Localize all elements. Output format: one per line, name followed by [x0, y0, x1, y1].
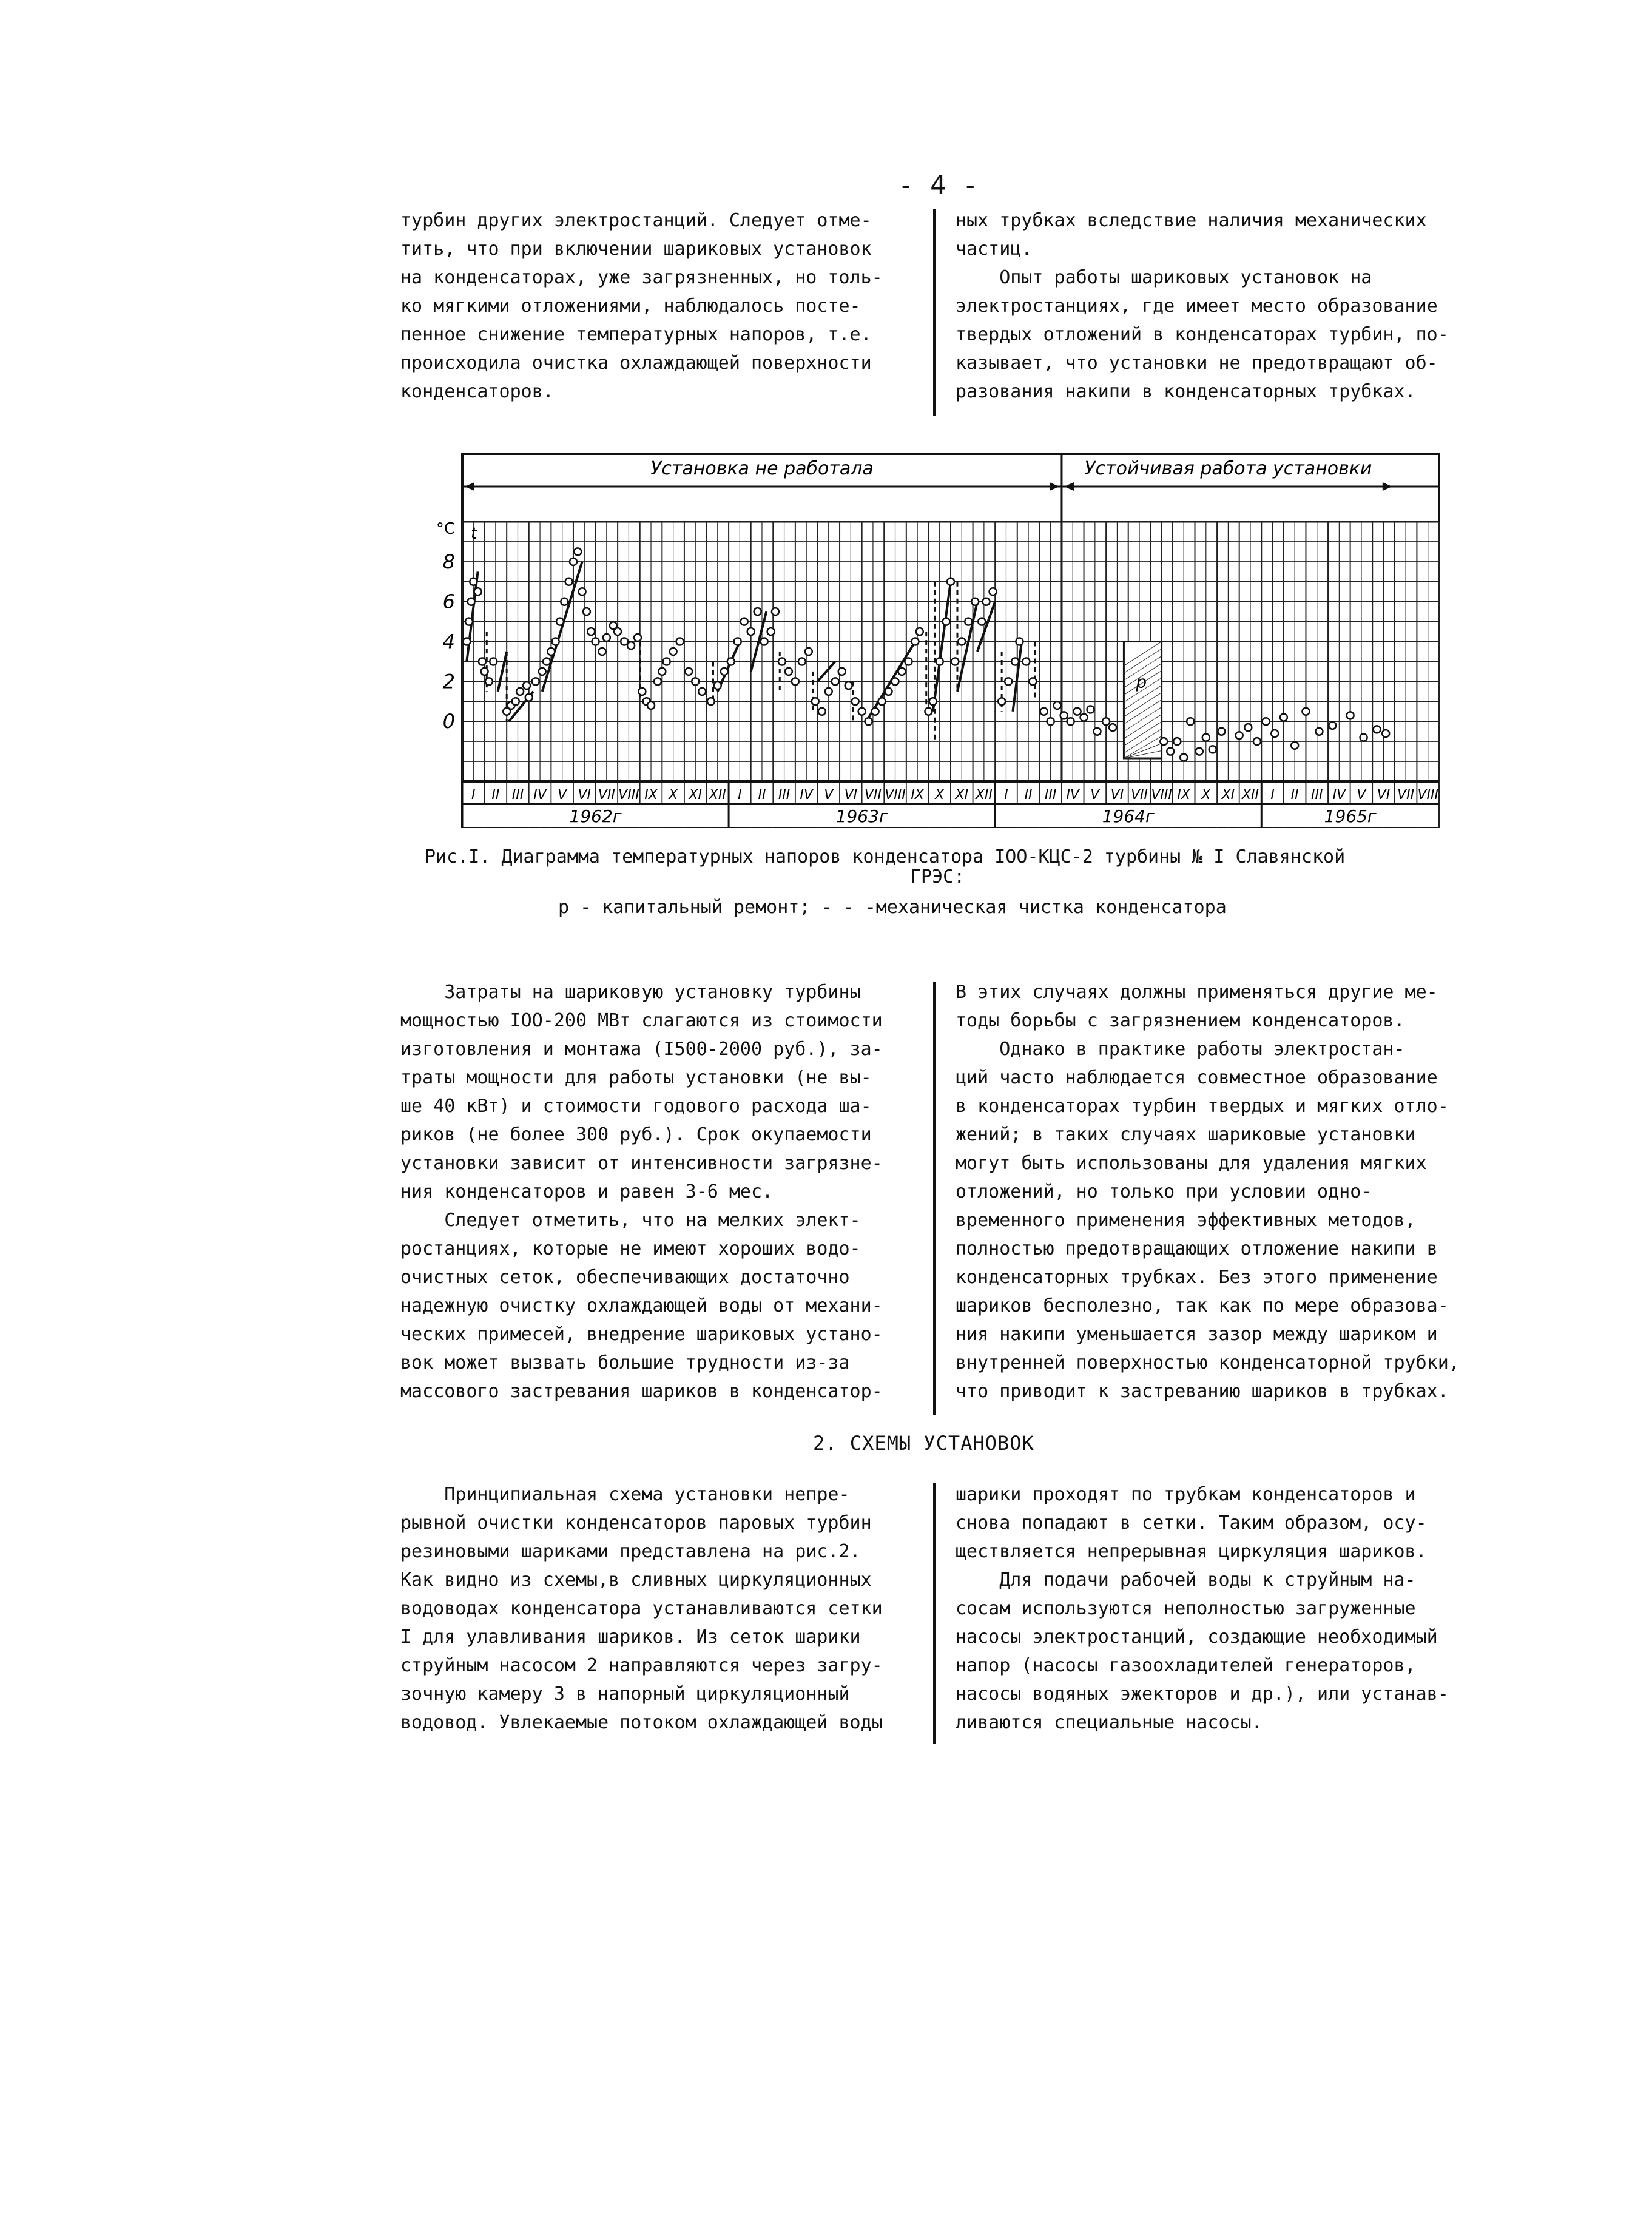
text-line: ростанциях, которые не имеют хороших водо-	[400, 1238, 861, 1259]
month-label: VI	[578, 787, 592, 803]
data-point	[525, 694, 533, 701]
data-point	[1054, 702, 1061, 709]
text-line: насосы электростанций, создающие необходимый	[956, 1626, 1438, 1648]
data-point	[951, 658, 959, 665]
period-label: Установка не работала	[650, 458, 874, 479]
data-point	[965, 618, 972, 625]
trend-line	[957, 602, 977, 692]
text-line: резиновыми шариками представлена на рис.2.	[400, 1541, 861, 1562]
text-line: могут быть использованы для удаления мягких	[956, 1153, 1427, 1174]
data-point	[474, 588, 482, 595]
data-point	[892, 678, 899, 685]
text-column-bottom-right	[956, 1480, 1449, 1737]
text-line: струйным насосом 2 направляются через загру-	[400, 1655, 883, 1676]
month-label: XI	[689, 787, 702, 803]
data-point	[1094, 728, 1101, 735]
text-line: водоводах конденсатора устанавливаются сетки	[400, 1598, 883, 1619]
page-number: - 4 -	[898, 170, 979, 201]
data-point	[825, 688, 832, 695]
data-point	[579, 588, 586, 595]
month-label: IX	[644, 787, 658, 803]
text-line: сосам используются неполностью загруженные	[956, 1598, 1416, 1619]
text-line: тоды борьбы с загрязнением конденсаторов.	[956, 1010, 1405, 1031]
month-label: III	[511, 787, 524, 803]
data-point	[561, 598, 568, 605]
data-point	[1011, 658, 1019, 665]
data-point	[978, 618, 985, 625]
month-label: XII	[709, 787, 726, 803]
data-point	[971, 598, 979, 605]
data-point	[947, 578, 954, 585]
data-point	[1047, 718, 1054, 725]
data-point	[603, 634, 610, 641]
text-line: казывает, что установки не предотвращают об-	[956, 352, 1438, 374]
text-line: ния конденсаторов и равен 3-6 мес.	[400, 1181, 774, 1202]
month-label: V	[824, 787, 834, 803]
text-line: надежную очистку охлаждающей воды от механи-	[400, 1295, 883, 1316]
month-label: IV	[1066, 787, 1080, 803]
data-point	[792, 678, 799, 685]
data-point	[1074, 708, 1081, 715]
y-axis-unit: °C	[436, 520, 455, 538]
data-point	[634, 634, 641, 641]
data-point	[1029, 678, 1036, 685]
data-point	[936, 658, 943, 665]
data-point	[1167, 748, 1174, 755]
month-label: II	[1290, 787, 1299, 803]
column-divider	[933, 209, 936, 416]
section-heading: 2. СХЕМЫ УСТАНОВОК	[813, 1432, 1034, 1455]
text-line: внутренней поверхностью конденсаторной трубки,	[956, 1352, 1460, 1373]
text-line: жений; в таких случаях шариковые установки	[956, 1124, 1416, 1145]
data-point	[990, 588, 997, 595]
data-point	[647, 702, 655, 709]
text-line: ше 40 кВт) и стоимости годового расхода ша-	[400, 1096, 872, 1117]
text-line: насосы водяных эжекторов и др.), или устанав-	[956, 1683, 1449, 1705]
data-point	[670, 648, 677, 655]
arrow-head	[1064, 482, 1074, 491]
data-point	[658, 668, 666, 675]
data-point	[468, 598, 475, 605]
month-label: VI	[1110, 787, 1124, 803]
data-point	[1291, 742, 1298, 749]
month-label: XII	[1241, 787, 1259, 803]
text-line: электростанциях, где имеет место образование	[956, 295, 1438, 317]
data-point	[1040, 708, 1048, 715]
text-line: водовод. Увлекаемые потоком охлаждающей воды	[400, 1712, 883, 1733]
text-line: ко мягкими отложениями, наблюдалось посте-	[400, 295, 861, 317]
trend-line	[498, 652, 507, 692]
data-point	[1087, 706, 1094, 713]
text-line: снова попадают в сетки. Таким образом, осу-	[956, 1512, 1427, 1534]
data-point	[565, 578, 573, 585]
month-label: VIII	[618, 787, 639, 803]
data-point	[1173, 738, 1181, 745]
data-point	[741, 618, 748, 625]
data-point	[1016, 638, 1023, 645]
text-line: изготовления и монтажа (I500-2000 руб.), за-	[400, 1039, 883, 1060]
data-point	[916, 628, 923, 635]
data-point	[734, 638, 741, 645]
text-line: траты мощности для работы установки (не вы-	[400, 1067, 872, 1088]
month-label: V	[1357, 787, 1366, 803]
y-tick-label: 8	[442, 550, 455, 573]
temperature-chart	[425, 449, 1450, 828]
data-point	[1218, 728, 1225, 735]
data-point	[1060, 712, 1068, 719]
arrow-head	[1050, 482, 1059, 491]
text-line: отложений, но только при условии одно-	[956, 1181, 1372, 1202]
data-point	[865, 718, 872, 725]
data-point	[692, 678, 699, 685]
data-point	[570, 558, 577, 565]
text-column-top-left	[400, 206, 883, 406]
data-point	[1263, 718, 1270, 725]
month-label: IV	[800, 787, 813, 803]
month-label: I	[471, 787, 476, 803]
data-point	[676, 638, 684, 645]
month-label: VI	[844, 787, 858, 803]
data-point	[592, 638, 599, 645]
text-line: конденсаторов.	[400, 381, 554, 402]
month-label: X	[1201, 787, 1211, 803]
month-label: VIII	[1151, 787, 1172, 803]
data-point	[1209, 746, 1216, 753]
data-point	[721, 668, 728, 675]
series-label: t	[471, 525, 477, 543]
data-point	[1374, 726, 1381, 733]
text-line: Принципиальная схема установки непре-	[400, 1484, 850, 1505]
text-line: пенное снижение температурных напоров, т.е.	[400, 324, 872, 345]
data-point	[1005, 678, 1012, 685]
column-divider	[933, 1483, 936, 1744]
data-point	[543, 658, 550, 665]
month-label: IX	[1177, 787, 1190, 803]
data-point	[785, 668, 792, 675]
y-tick-label: 6	[442, 590, 455, 613]
text-line: Для подачи рабочей воды к струйным на-	[956, 1569, 1416, 1591]
data-point	[1187, 718, 1194, 725]
year-label: 1964г	[1102, 806, 1155, 826]
month-label: XI	[1221, 787, 1235, 803]
data-point	[1067, 718, 1074, 725]
data-point	[1196, 748, 1203, 755]
data-point	[1360, 734, 1367, 741]
data-point	[929, 698, 937, 705]
month-label: XII	[975, 787, 993, 803]
text-line: что приводит к застреванию шариков в трубках.	[956, 1381, 1449, 1402]
data-point	[1160, 738, 1167, 745]
figure-legend: р - капитальный ремонт; - - -механическая чистка конденсатора	[558, 897, 1227, 918]
data-point	[818, 708, 826, 715]
data-point	[852, 698, 859, 705]
data-point	[1022, 658, 1030, 665]
data-point	[479, 658, 486, 665]
text-line: ществляется непрерывная циркуляция шариков.	[956, 1541, 1427, 1562]
month-label: IX	[911, 787, 924, 803]
data-point	[685, 668, 692, 675]
month-label: VII	[598, 787, 615, 803]
data-point	[654, 678, 661, 685]
data-point	[465, 618, 473, 625]
month-label: III	[1044, 787, 1057, 803]
text-column-mid-left	[400, 978, 883, 1406]
month-label: IV	[533, 787, 547, 803]
bar-label: р	[1136, 672, 1147, 692]
month-label: I	[738, 787, 742, 803]
month-label: III	[1311, 787, 1323, 803]
data-point	[485, 678, 493, 685]
text-line: ций часто наблюдается совместное образование	[956, 1067, 1438, 1088]
data-point	[727, 658, 735, 665]
month-label: IV	[1332, 787, 1346, 803]
data-point	[754, 608, 761, 615]
data-point	[1244, 724, 1252, 731]
month-label: V	[558, 787, 567, 803]
data-point	[838, 668, 846, 675]
data-point	[599, 648, 606, 655]
data-point	[872, 708, 879, 715]
data-point	[767, 628, 775, 635]
month-label: VIII	[885, 787, 906, 803]
month-label: VI	[1377, 787, 1391, 803]
text-line: Опыт работы шариковых установок на	[956, 267, 1372, 288]
text-line: ливаются специальные насосы.	[956, 1712, 1263, 1733]
text-column-top-right	[956, 206, 1449, 406]
data-point	[798, 658, 806, 665]
text-line: в конденсаторах турбин твердых и мягких отло-	[956, 1096, 1449, 1117]
data-point	[983, 598, 990, 605]
text-line: шариков бесполезно, так как по мере образова-	[956, 1295, 1449, 1316]
year-label: 1962г	[569, 806, 622, 826]
data-point	[832, 678, 839, 685]
data-point	[587, 628, 595, 635]
figure-caption-line2: ГРЭС:	[910, 866, 965, 888]
data-point	[516, 688, 524, 695]
month-label: I	[1270, 787, 1275, 803]
period-label: Устойчивая работа установки	[1084, 458, 1372, 479]
month-label: VII	[864, 787, 882, 803]
data-point	[707, 698, 715, 705]
text-column-mid-right	[956, 978, 1460, 1406]
text-line: шарики проходят по трубкам конденсаторов и	[956, 1484, 1416, 1505]
data-point	[761, 638, 768, 645]
text-line: ных трубках вследствие наличия механических	[956, 210, 1427, 231]
data-point	[998, 698, 1005, 705]
data-point	[556, 618, 564, 625]
text-line: Следует отметить, что на мелких элект-	[400, 1210, 861, 1231]
text-line: напор (насосы газоохладителей генераторов,	[956, 1655, 1416, 1676]
data-point	[539, 668, 546, 675]
data-point	[714, 682, 721, 689]
column-divider	[933, 982, 936, 1415]
text-line: Как видно из схемы,в сливных циркуляционных	[400, 1569, 872, 1591]
text-line: мощностью IOO-200 МВт слагаются из стоимости	[400, 1010, 883, 1031]
figure-caption: Рис.I. Диаграмма температурных напоров конденсатора IOO-КЦС-2 турбины № I Славянской	[425, 846, 1346, 868]
text-line: Однако в практике работы электростан-	[956, 1039, 1405, 1060]
data-point	[1382, 730, 1389, 737]
month-label: I	[1004, 787, 1008, 803]
data-point	[627, 642, 635, 649]
data-point	[905, 658, 912, 665]
text-line: очистных сеток, обеспечивающих достаточно	[400, 1267, 850, 1288]
text-line: В этих случаях должны применяться другие ме-	[956, 982, 1438, 1003]
data-point	[470, 578, 477, 585]
data-point	[898, 668, 906, 675]
month-label: III	[778, 787, 791, 803]
y-tick-label: 2	[442, 670, 455, 693]
month-label: X	[935, 787, 945, 803]
data-point	[583, 608, 590, 615]
text-line: I для улавливания шариков. Из сеток шарики	[400, 1626, 861, 1648]
data-point	[1271, 730, 1278, 737]
month-label: VII	[1397, 787, 1415, 803]
data-point	[958, 638, 965, 645]
data-point	[885, 688, 892, 695]
text-line: Затраты на шариковую установку турбины	[400, 982, 861, 1003]
data-point	[858, 708, 866, 715]
text-line: массового застревания шариков в конденсатор-	[400, 1381, 883, 1402]
text-line: тить, что при включении шариковых установок	[400, 238, 872, 260]
data-point	[663, 658, 670, 665]
data-point	[778, 658, 786, 665]
text-line: временного применения эффективных методов,	[956, 1210, 1416, 1231]
data-point	[532, 678, 539, 685]
text-line: установки зависит от интенсивности загрязне-	[400, 1153, 883, 1174]
year-label: 1965г	[1324, 806, 1377, 826]
data-point	[512, 698, 519, 705]
month-label: II	[491, 787, 500, 803]
data-point	[481, 668, 488, 675]
data-point	[552, 638, 559, 645]
data-point	[1329, 722, 1336, 729]
text-line: полностью предотвращающих отложение накипи в	[956, 1238, 1438, 1259]
year-label: 1963г	[835, 806, 888, 826]
data-point	[878, 698, 886, 705]
arrow-head	[465, 482, 474, 491]
data-point	[574, 548, 581, 555]
text-line: ческих примесей, внедрение шариковых устано-	[400, 1324, 883, 1345]
data-point	[1280, 714, 1287, 721]
month-label: II	[1024, 787, 1033, 803]
data-point	[1315, 728, 1323, 735]
data-point	[698, 688, 706, 695]
text-line: конденсаторных трубках. Без этого применение	[956, 1267, 1438, 1288]
month-label: V	[1090, 787, 1100, 803]
month-label: XI	[955, 787, 969, 803]
data-point	[523, 682, 530, 689]
trend-line	[977, 602, 995, 652]
text-line: рывной очистки конденсаторов паровых турбин	[400, 1512, 872, 1534]
data-point	[1109, 724, 1116, 731]
data-point	[747, 628, 755, 635]
month-label: II	[758, 787, 766, 803]
text-line: происходила очистка охлаждающей поверхности	[400, 352, 872, 374]
text-line: вок может вызвать большие трудности из-за	[400, 1352, 850, 1373]
data-point	[490, 658, 497, 665]
data-point	[1180, 753, 1187, 761]
data-point	[943, 618, 950, 625]
text-line: разования накипи в конденсаторных трубках.	[956, 381, 1416, 402]
data-point	[1102, 718, 1110, 725]
data-point	[614, 628, 621, 635]
data-point	[1236, 732, 1243, 739]
data-point	[1302, 708, 1309, 715]
data-point	[812, 698, 819, 705]
text-column-bottom-left	[400, 1480, 883, 1737]
data-point	[1081, 714, 1088, 721]
data-point	[911, 638, 919, 645]
text-line: ния накипи уменьшается зазор между шариком и	[956, 1324, 1438, 1345]
text-line: твердых отложений в конденсаторах турбин, по-	[956, 324, 1449, 345]
text-line: на конденсаторах, уже загрязненных, но толь-	[400, 267, 883, 288]
text-line: турбин других электростанций. Следует отме-	[400, 210, 872, 231]
data-point	[845, 682, 852, 689]
text-line: зочную камеру 3 в напорный циркуляционный	[400, 1683, 850, 1705]
arrow-head	[1383, 482, 1392, 491]
data-point	[463, 638, 470, 645]
month-label: X	[669, 787, 678, 803]
data-point	[772, 608, 779, 615]
data-point	[1253, 738, 1261, 745]
y-tick-label: 4	[442, 630, 455, 653]
data-point	[805, 648, 812, 655]
month-label: VIII	[1417, 787, 1438, 803]
data-point	[547, 648, 555, 655]
month-label: VII	[1131, 787, 1148, 803]
text-line: риков (не более 300 руб.). Срок окупаемости	[400, 1124, 872, 1145]
data-point	[1347, 712, 1354, 719]
data-point	[1202, 734, 1210, 741]
data-point	[638, 688, 646, 695]
data-point	[925, 708, 932, 715]
y-tick-label: 0	[442, 710, 455, 733]
text-line: частиц.	[956, 238, 1033, 260]
